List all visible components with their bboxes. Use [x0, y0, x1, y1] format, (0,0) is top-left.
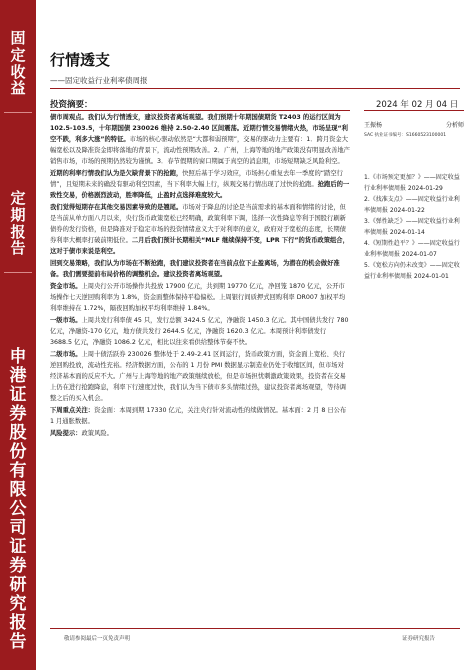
report-subtitle: ——固定收益行业利率债周报	[50, 76, 148, 85]
paragraph-lead: 我们觉得短期存在其他交易因素导致的是翘尾。	[50, 204, 183, 211]
sidebar-char: 证	[9, 537, 27, 558]
sidebar-char: 定	[10, 45, 26, 64]
summary-paragraph	[50, 281, 350, 314]
paragraph-text: 资金面：本周到期 17330 亿元，关注央行针对流动性的续做情况。基本面：2 月 8 日公布 1 月通胀数据。	[50, 407, 347, 425]
sidebar-section-company	[0, 348, 36, 653]
sidebar-char: 申	[9, 347, 27, 367]
sidebar-section-periodic-report	[0, 190, 36, 257]
summary-paragraph	[50, 258, 350, 280]
sidebar-char: 券	[9, 556, 27, 577]
sidebar-char: 股	[9, 423, 27, 444]
paragraph-text: 市场的核心驱动依然是“大都和弱预期”，交易的驱动力主要有：1．跨月资金大幅宽松以及降准资金即将落地的背景下，流动性预期改善。2．广州，上海等地的地产政策没有明显改善地产销售市场，市场的预期仍然较为谨慎。3．春节假期的窗口期属于真空的消息期，市场短期缺乏风险利空。	[50, 136, 350, 165]
sidebar-char: 定	[10, 189, 26, 207]
sidebar-char: 告	[9, 632, 27, 653]
sidebar-char: 份	[9, 442, 27, 463]
sidebar-char: 究	[9, 594, 27, 615]
paragraph-text: 上周央行公开市场操作共投放 17900 亿元，共到期 19770 亿元，净回笼 1870 亿元，公开市场操作七天逆回购利率为 1.8%，资金面整体保持平稳偏松。上周银行间质押式回购利率 DR007 加权平均利率维持在 1.72%，隔夜回购加权平均利率维持 1.84%。	[50, 283, 346, 312]
summary-paragraph	[50, 349, 350, 404]
related-reports	[364, 172, 464, 282]
sidebar-divider	[4, 272, 32, 273]
paragraph-lead: 下周重点关注：	[50, 407, 95, 414]
summary-label: 投资摘要：	[50, 100, 93, 110]
date-rule	[364, 110, 464, 111]
sidebar-char: 研	[9, 575, 27, 596]
paragraph-lead: 二级市场。	[50, 351, 82, 358]
paragraph-emphasis: 二月后我们预计长期相关“MLF 继续保持不变，LPR 下行”的货币政策组合，这对于债市来说是利空。	[50, 237, 349, 255]
paragraph-text: 上周共发行利率债 45 只，发行总额 3424.5 亿元，净融资 1450.3 亿元。其中国债共发行 780 亿元，净融资-170 亿元，地方债共发行 2644.5 亿元，净融资 1620.3 亿元。本周预计利率债发行 3688.5 亿元，净融资 1086.2 亿元，相比以往来看供给整体节奏不快。	[50, 317, 349, 346]
summary-paragraph	[50, 168, 350, 201]
sidebar-char: 报	[9, 613, 27, 634]
analyst-name: 王振杨	[364, 122, 383, 129]
sidebar-char: 有	[9, 461, 27, 482]
paragraph-text: 市场对于降息的讨论是当前需求的基本面和情绪的讨论，但是当前从单方面八月以来，央行货币政策宽松已经明确，政策利率下调，选择一次性降息等利于国股行刷新债券的发行资格，但是降准对于稳定市场的投资情绪意义大于对利率的意义，政府对于宽松的态度，长期债券利率大概率打破前期低位。	[50, 204, 346, 244]
footer-label: 证券研究报告	[402, 636, 436, 642]
related-report-link[interactable]: 2.《找准支点》——固定收益行业利率债周报 2024-01-22	[364, 196, 460, 214]
report-title: 行情透支	[50, 51, 111, 69]
sidebar-band	[0, 0, 36, 670]
summary-paragraph	[50, 428, 350, 439]
sidebar-char: 报	[10, 222, 26, 241]
summary-body	[50, 112, 350, 440]
sidebar-char: 固	[10, 29, 26, 47]
related-report-link[interactable]: 3.《弹性缺乏》——固定收益行业利率债周报 2024-01-14	[364, 218, 460, 236]
paragraph-lead: 资金市场。	[50, 283, 82, 290]
paragraph-emphasis: 抢跑后的一致性交易，价格剧烈波动，胜率降低，止盈时点选择难度较大。	[50, 181, 350, 199]
paragraph-lead: 一级市场。	[50, 317, 82, 324]
summary-paragraph	[50, 202, 350, 257]
paragraph-text: 政策风险。	[81, 430, 113, 437]
sidebar-char: 证	[9, 385, 27, 406]
sidebar-char: 期	[10, 205, 26, 224]
related-report-link[interactable]: 1.《市场预定更加？》——固定收益行业利率债周报 2024-01-29	[364, 174, 460, 192]
summary-paragraph	[50, 315, 350, 348]
related-report-link[interactable]: 5.《宽松方向仍未改变》——固定收益行业利率债周报 2024-01-01	[364, 262, 460, 280]
analyst-row	[364, 120, 464, 129]
analyst-sac: SAC 执业证书编号：S1660523100001	[364, 133, 447, 138]
summary-rule	[50, 110, 350, 111]
sidebar-char: 公	[9, 499, 27, 520]
sidebar-char: 港	[9, 366, 27, 387]
header-rule	[50, 88, 460, 89]
sidebar-char: 益	[10, 79, 26, 98]
summary-paragraph	[50, 112, 350, 167]
paragraph-text: 上周十债活跃券 230026 整体处于 2.49-2.41 区间运行，货币政策方面，资金面上宽松、央行逆回购投放，流动性充裕。经济数据方面，公布的 1 月份 PMI 数据显示制造业仍处于收缩区间，但市场对经济基本面的反应不大。广州与上海等地的地产政策继续放松，但是市场担忧刺激政策效果，投资者在交易上仍在进行抢跑降息，利率下行速度过快，我们认为当下债市多头情绪过热，建议投资者离场观望，等待调整之后的买入机会。	[50, 351, 346, 402]
analyst-title: 分析师	[445, 122, 464, 129]
sidebar-divider	[4, 112, 32, 113]
sidebar-char: 收	[10, 62, 26, 81]
sidebar-char: 告	[10, 239, 26, 258]
paragraph-text: 快照后基于学习效应，市场担心重复去年一季度的“踏空行情”，且短期未来的确没有驱动利空因素，当下利率大幅上行，纵观交易行情出现了过快的抢跑。	[50, 170, 343, 188]
paragraph-lead: 债市周观点。我们认为行情透支，建议投资者离场观望。我们预期十年期国债期货 T2403 的运行区间为 102.5-103.5，十年期国债 230026 维持 2.50-2.40 区间震荡。近期行情交易情绪火热，市场呈现“利空不跌，利多大涨”的特征。	[50, 114, 348, 143]
paragraph-lead: 回到交易策略，我们认为市场在不断抢跑，我们建议投资者在当前点位下止盈离场，为潜在的机会做好准备。我们需要提前布局价格的调整机会。建议投资者离场观望。	[50, 260, 340, 278]
sidebar-section-fixed-income	[0, 30, 36, 97]
sidebar-char: 限	[9, 480, 27, 501]
paragraph-lead: 风险提示：	[50, 430, 82, 437]
summary-paragraph	[50, 405, 350, 427]
disclaimer-note: 敬请参阅最后一页免责声明	[64, 636, 131, 642]
related-report-link[interactable]: 4.《短期性趋平？》——固定收益行业利率债周报 2024-01-07	[364, 240, 460, 258]
footer-rule	[50, 628, 460, 629]
sidebar-char: 券	[9, 404, 27, 425]
report-date: 2024 年 02 月 04 日	[376, 100, 459, 110]
right-column	[364, 120, 464, 282]
paragraph-lead: 近期的利率行情我们认为是欠缺背景下的抢跑，	[50, 170, 183, 177]
sidebar-char: 司	[9, 518, 27, 539]
